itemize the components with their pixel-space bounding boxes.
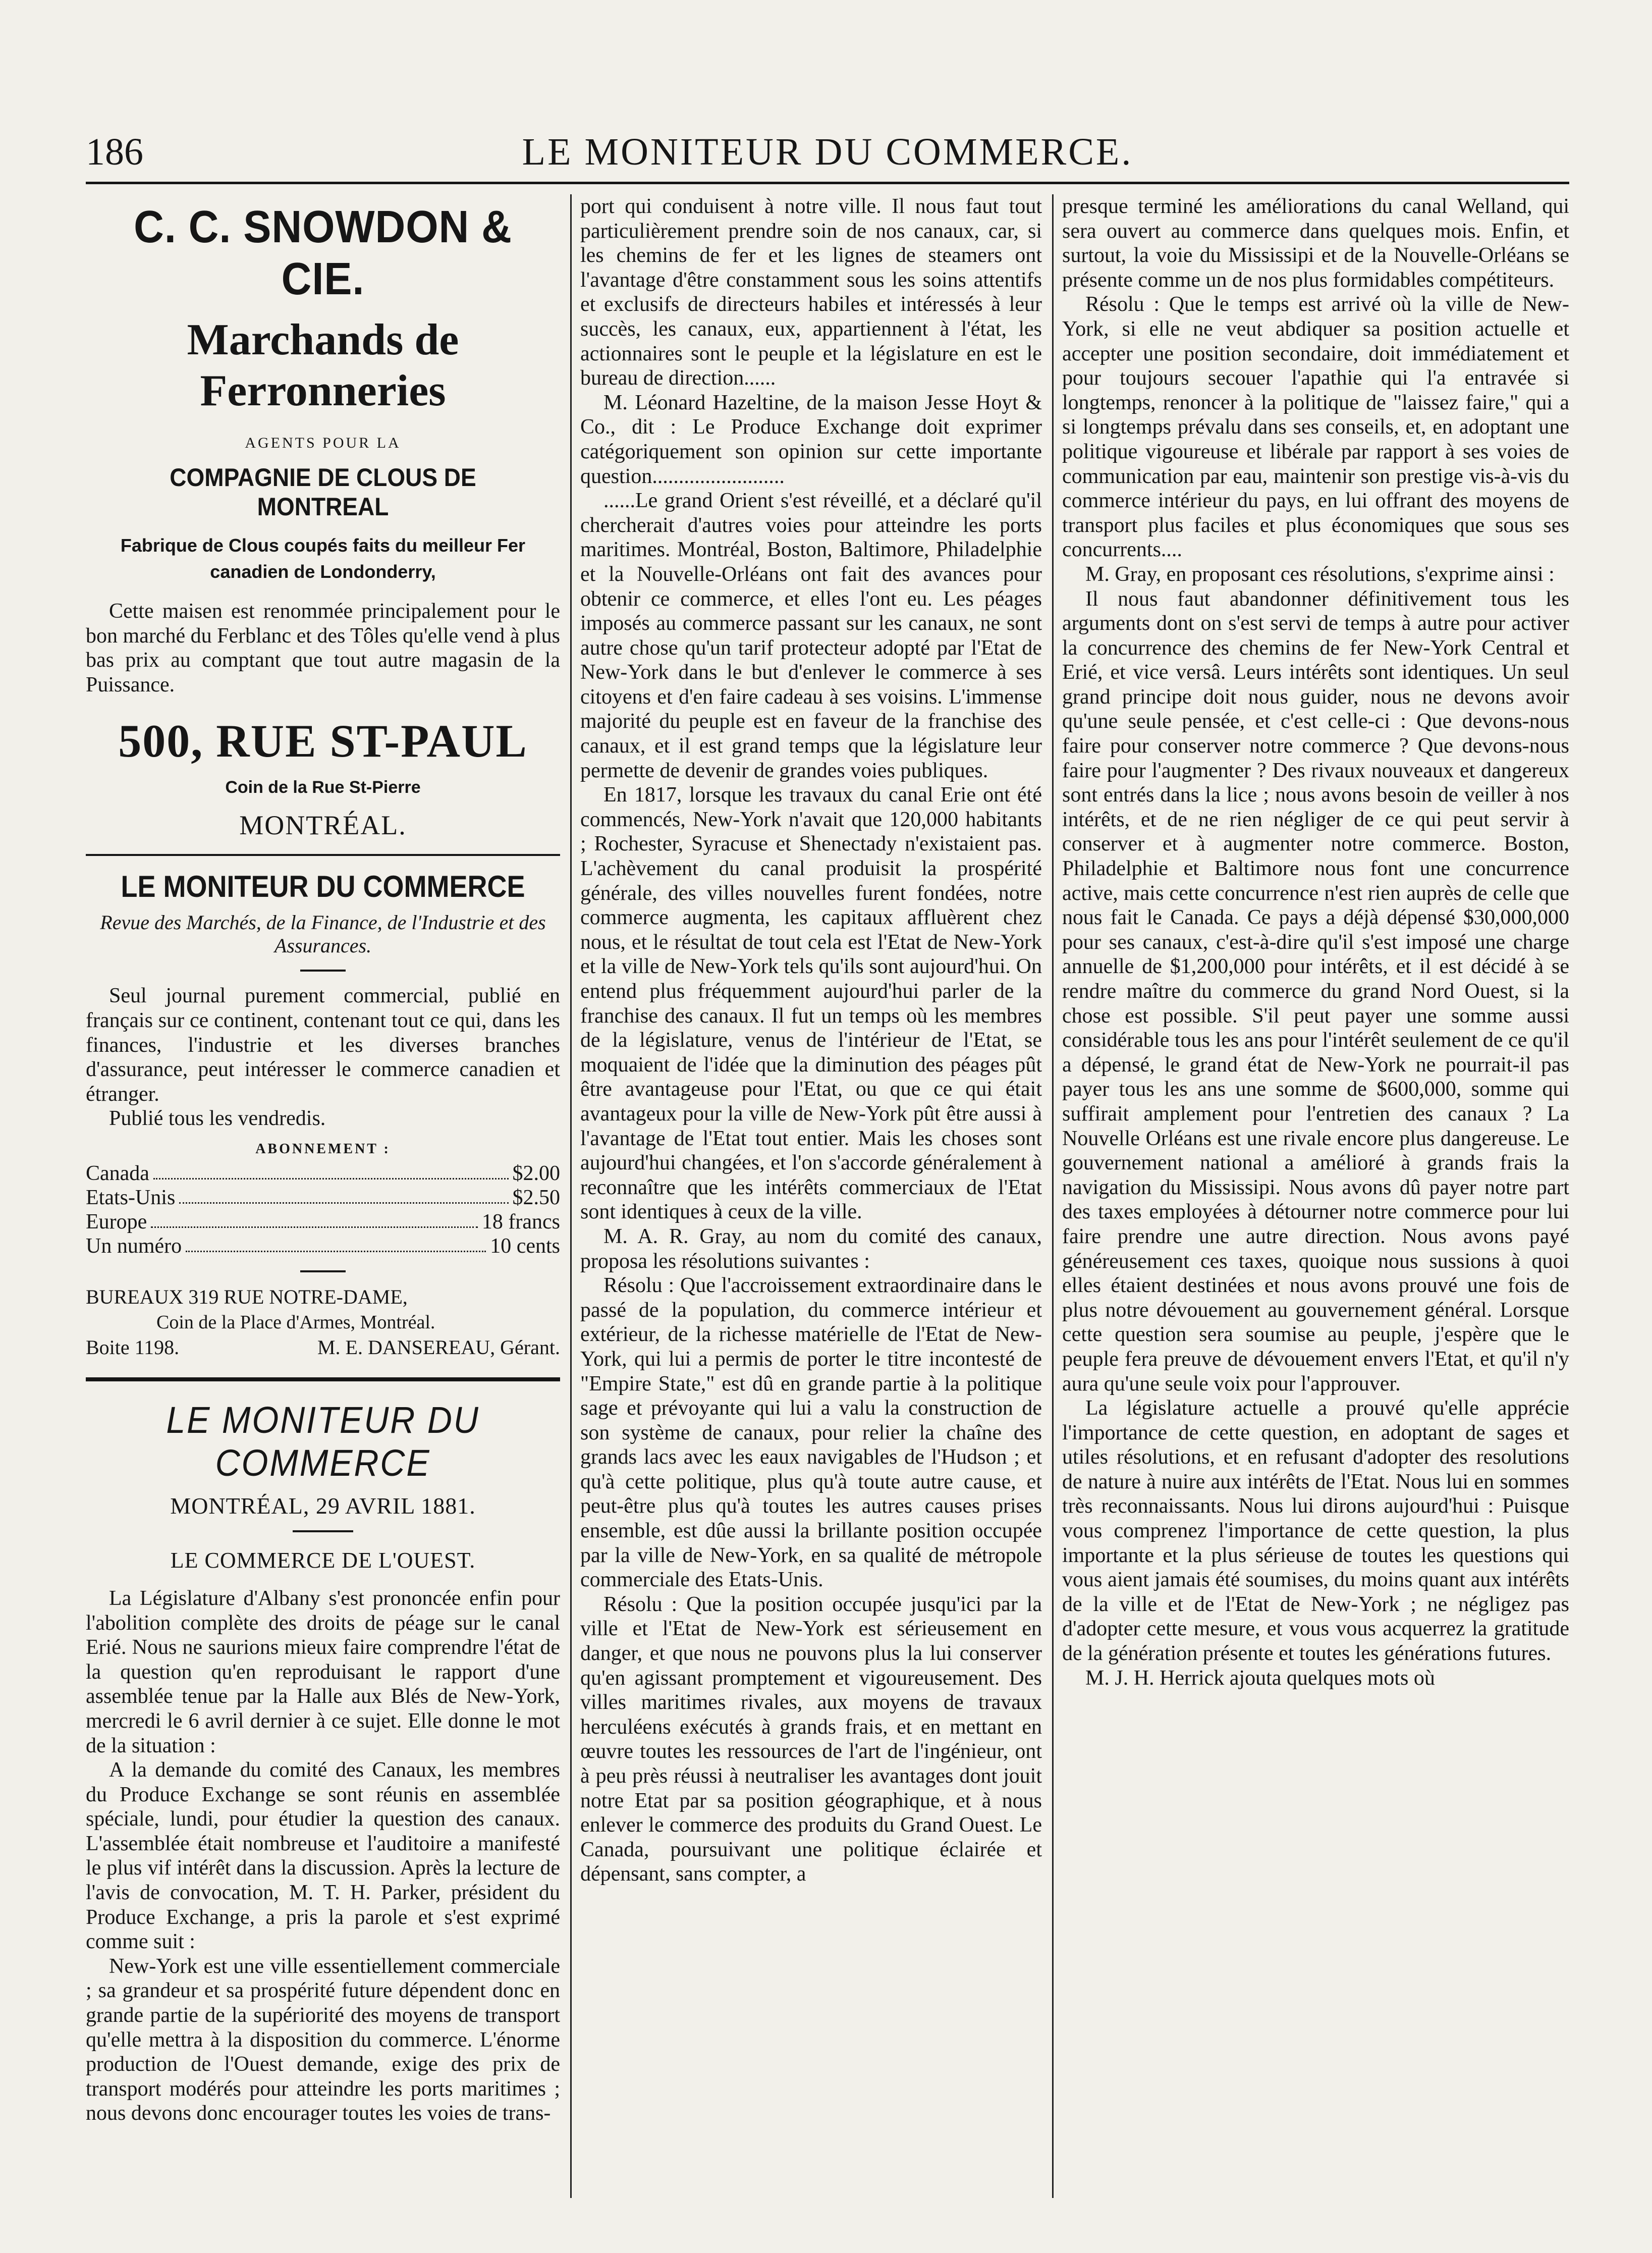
- masthead-title: LE MONITEUR DU COMMERCE: [121, 870, 525, 904]
- price-row: Un numéro 10 cents: [86, 1234, 560, 1258]
- abonnement-label: ABONNEMENT :: [255, 1141, 391, 1157]
- bureaux-block: [86, 1284, 560, 1360]
- column-1: [86, 194, 560, 2203]
- article-paragraph: Résolu : Que la position occupée jusqu'ici par la ville et l'Etat de New-York est sérieusement en danger, et que nous ne pouvons plus la lui conserver qu'en agissant promptement et vigoureusement. Des villes maritimes rivales, aux moyens de travaux herculéens exécutés à grands frais, et en mettant en œuvre toutes les ressources de l'art de l'ingénieur, ont à peu près réussi à neutraliser les avantages dont jouit notre Etat par sa position géographique, et à nous enlever le commerce des produits du Grand Ouest. Le Canada, poursuivant une politique éclairée et dépensant, sans compter, a: [580, 1592, 1042, 1886]
- price-row: Canada $2.00: [86, 1161, 560, 1185]
- column-3: [1062, 194, 1569, 2203]
- short-rule: [300, 970, 346, 972]
- ad-city: MONTRÉAL.: [239, 810, 407, 841]
- divider: [293, 1530, 353, 1532]
- article-paragraph: Résolu : Que le temps est arrivé où la ville de New-York, si elle ne veut abdiquer sa position actuelle et accepter une position secondaire, doit immédiatement et pour toujours secouer l'apathie qui l'a entravée si longtemps, renoncer à la politique de "laissez faire," qui a si longtemps prévalu dans ses conseils, et, en adoptant une politique vigoureuse et libérale par rapport à ses voies de communication par eau, maintenir son prestige vis-à-vis du commerce intérieur du pays, en lui offrant des moyens de transport plus faciles et plus économiques que sous ses concurrents....: [1062, 293, 1569, 562]
- boite: Boite 1198.: [86, 1335, 180, 1359]
- ad-trade: Marchands de Ferronneries: [187, 315, 459, 415]
- ad-address: 500, RUE ST-PAUL: [118, 715, 528, 767]
- masthead-weekly: Publié tous les vendredis.: [109, 1107, 326, 1131]
- bureaux-address: BUREAUX 319 RUE NOTRE-DAME,: [86, 1285, 408, 1308]
- article-paragraph: M. A. R. Gray, au nom du comité des canaux, proposa les résolutions suivantes :: [580, 1224, 1042, 1273]
- article-paragraph: A la demande du comité des Canaux, les membres du Produce Exchange se sont réunis en assemblée spéciale, lundi, pour étudier la question des canaux. L'assemblée était nombreuse et l'auditoire a manifesté le plus vif intérêt dans la discussion. Après la lecture de l'avis de convocation, M. T. H. Parker, président du Produce Exchange, a pris la parole et s'est exprimé comme suit :: [86, 1758, 560, 1954]
- article-paragraph: En 1817, lorsque les travaux du canal Erie ont été commencés, New-York n'avait que 120,000 habitants ; Rochester, Syracuse et Shenectady n'existaient pas. L'achèvement du canal produisit la prospérité générale, des villes nouvelles furent fondées, notre commerce augmenta, les capitaux affluèrent chez nous, et le résultat de tout cela est l'Etat de New-York et la ville de New-York tels qu'ils sont aujourd'hui. On entend plus fréquemment aujourd'hui parler de la franchise des canaux. Il fut un temps où les membres de la législature, venus de l'intérieur de l'Etat, se moquaient de l'idée que la diminution des péages pût être avantageuse pour l'Etat, ou que ce qui était avantageux pour la ville de New-York pût être aussi à l'avantage de l'Etat tout entier. Mais les choses sont aujourd'hui changées, et l'on s'accorde généralement à reconnaître que les intérêts commerciaux de l'Etat sont identiques à ceux de la ville.: [580, 783, 1042, 1224]
- price-row: Etats-Unis $2.50: [86, 1186, 560, 1209]
- short-rule: [300, 1270, 346, 1272]
- article-paragraph: M. J. H. Herrick ajouta quelques mots où: [1085, 1666, 1435, 1690]
- masthead-desc: Seul journal purement commercial, publié en français sur ce continent, contenant tout ce qui, dans les finances, l'industrie et les diverses branches d'assurance, peut intéresser le commerce canadien et étranger.: [86, 984, 560, 1106]
- price-row: Europe 18 francs: [86, 1210, 560, 1233]
- article-paragraph: presque terminé les améliorations du canal Welland, qui sera ouvert au commerce dans quelques mois. Enfin, et surtout, la voie du Mississipi et de la Nouvelle-Orléans se présente comme un de nos plus formidables compétiteurs.: [1062, 195, 1569, 292]
- article-paragraph: port qui conduisent à notre ville. Il nous faut tout particulièrement prendre soin de nos canaux, car, si les chemins de fer et les lignes de steamers ont l'avantage d'être constamment sous les soins attentifs et exclusifs de directeurs habiles et intéressés à leur succès, les canaux, eux, appartiennent à l'état, les actionnaires sont le peuple et la législature en est le bureau de direction......: [580, 195, 1042, 390]
- article-paragraph: M. Gray, en proposant ces résolutions, s'exprime ainsi :: [1085, 562, 1555, 586]
- ad-body: Cette maisen est renommée principalement pour le bon marché du Ferblanc et des Tôles qu'elle vend à plus bas prix au comptant que tout autre magasin de la Puissance.: [86, 600, 560, 696]
- masthead-subtitle: Revue des Marchés, de la Finance, de l'Industrie et des Assurances.: [100, 911, 546, 957]
- page-number: 186: [86, 131, 143, 173]
- ad-agents: AGENTS POUR LA: [245, 435, 401, 451]
- article-paragraph: Résolu : Que l'accroissement extraordinaire dans le passé de la population, du commerce intérieur et extérieur, de la richesse matérielle de l'Etat de New-York, qui lui a permis de porter le titre incontesté de "Empire State," est dû en grande partie à la politique sage et prévoyante qui lui a valu la construction de son système de canaux, pour relier la chaîne des grands lacs avec les eaux navigables de l'Hudson ; et qu'à cette politique, plus qu'à toute autre cause, et peut-être plus qu'à toutes les autres causes prises ensemble, est dûe aussi la brillante position occupée par la ville de New-York, en sa qualité de métropole commerciale des Etats-Unis.: [580, 1274, 1042, 1592]
- price-list: [86, 1161, 560, 1258]
- ad-client: COMPAGNIE DE CLOUS DE MONTREAL: [170, 463, 476, 521]
- divider: [86, 1377, 560, 1381]
- article-paragraph: ......Le grand Orient s'est réveillé, et a déclaré qu'il chercherait d'autres voies pour atteindre les ports maritimes. Montréal, Boston, Baltimore, Philadelphie et la Nouvelle-Orléans ont fait des avances pour obtenir ce commerce, et elles l'ont eu. Les péages imposés au commerce passant sur les canaux, ne sont autre chose qu'un tarif protecteur adopté par l'Etat de New-York dans le but d'enlever le commerce à ses citoyens et d'en faire cadeau à ses voisins. L'immense majorité du peuple est en faveur de la franchise des canaux, et il est grand temps que la législature leur permette de devenir de grandes voies publiques.: [580, 489, 1042, 782]
- ad-company: C. C. SNOWDON & CIE.: [134, 202, 512, 304]
- column-rule-1: [570, 194, 572, 2198]
- ad-corner: Coin de la Rue St-Pierre: [225, 778, 421, 797]
- article-paragraph: M. Léonard Hazeltine, de la maison Jesse Hoyt & Co., dit : Le Produce Exchange doit exprimer catégoriquement son opinion sur cette importante question.........................: [580, 391, 1042, 488]
- article-paragraph: Il nous faut abandonner définitivement tous les arguments dont on s'est servi de temps à autre pour activer la concurrence des chemins de fer New-York Central et Erié, et vice versâ. Leurs intérêts sont identiques. Un seul grand principe doit nous guider, nous ne devons avoir qu'une seule pensée, et c'est celle-ci : Que devons-nous faire pour conserver notre commerce ? Que devons-nous faire pour l'augmenter ? Des rivaux nouveaux et dangereux sont entrés dans la lice ; nous avons besoin de veiller à nos intérêts, et de ne rien négliger de ce qui peut servir à conserver et à augmenter notre commerce. Boston, Philadelphie et Baltimore nous font une concurrence active, mais cette concurrence n'est rien auprès de celle que nous fait le Canada. Ce pays a déjà dépensé $30,000,000 pour ses canaux, c'est-à-dire qu'il s'est imposé une charge annuelle de $1,200,000 pour intérêts, et il est décidé à se rendre maître du commerce du grand Nord Ouest, si la chose est possible. S'il peut payer une somme aussi considérable tous les ans pour l'intérêt seulement de ce qu'il a dépensé, le grand état de New-York ne pourrait-il pas payer tous les ans une somme de $600,000, somme qui suffirait amplement pour l'entretien des canaux ? La Nouvelle Orléans est une rivale encore plus dangereuse. Le gouvernement national a amélioré à grands frais la navigation du Mississipi. Nous avons dû payer notre part des taxes employées à détourner notre commerce pour lui faire prendre une autre direction. Nous avons payé généreusement ces taxes, quoique nous sussions à quoi elles étaient destinées et nous avons prouvé une fois de plus notre dévouement au gouvernement général. Lorsque cette question sera soumise au peuple, j'espère que le peuple fera preuve de dévouement envers l'Etat, et qu'il n'y aura qu'une seule voix pour l'approuver.: [1062, 587, 1569, 1396]
- column-2: [580, 194, 1042, 2203]
- advertisement: [86, 201, 560, 841]
- newspaper-page: [86, 121, 1569, 2206]
- article-title: LE COMMERCE DE L'OUEST.: [170, 1547, 476, 1573]
- issue-dateline: MONTRÉAL, 29 AVRIL 1881.: [170, 1492, 476, 1519]
- divider: [86, 854, 560, 856]
- issue-title: LE MONITEUR DU COMMERCE: [166, 1399, 480, 1484]
- article-paragraph: New-York est une ville essentiellement commerciale ; sa grandeur et sa prospérité future dépendent donc en grande partie de la supériorité des moyens de transport qu'elle mettra à la disposition du commerce. L'énorme production de l'Ouest demande, exige des prix de transport modérés pour atteindre les ports maritimes ; nous devons donc encourager toutes les voies de trans-: [86, 1954, 560, 2125]
- bureaux-coin: Coin de la Place d'Armes, Montréal.: [156, 1311, 435, 1333]
- article-paragraph: La Législature d'Albany s'est prononcée enfin pour l'abolition complète des droits de péage sur le canal Erié. Nous ne saurions mieux faire comprendre l'état de la question qu'en reproduisant le rapport d'une assemblée tenue par la Halle aux Blés de New-York, mercredi le 6 avril dernier à ce sujet. Elle donne le mot de la situation :: [86, 1586, 560, 1757]
- column-rule-2: [1052, 194, 1054, 2198]
- masthead-box: [86, 869, 560, 1360]
- header-title: LE MONITEUR DU COMMERCE.: [522, 131, 1133, 173]
- article-paragraph: La législature actuelle a prouvé qu'elle apprécie l'importance de cette question, en adoptant de sages et utiles résolutions, et en refusant d'adopter des resolutions de nature à nuire aux intérêts de l'Etat. Nous lui en sommes très reconnaissants. Nous lui dirons aujourd'hui : Puisque vous comprenez l'importance de cette question, la plus importante et la plus sérieuse de toutes les questions qui vous aient jamais été soumises, du moins quant aux intérêts de la ville et de l'Etat de New-York ; ne négligez pas d'adopter cette mesure, et vous vous acquerrez la gratitude de la génération présente et toutes les générations futures.: [1062, 1397, 1569, 1666]
- running-header: [86, 121, 1569, 184]
- ad-fabrique: Fabrique de Clous coupés faits du meilleur Fer canadien de Londonderry,: [120, 535, 526, 582]
- gerant: M. E. DANSEREAU, Gérant.: [317, 1335, 560, 1359]
